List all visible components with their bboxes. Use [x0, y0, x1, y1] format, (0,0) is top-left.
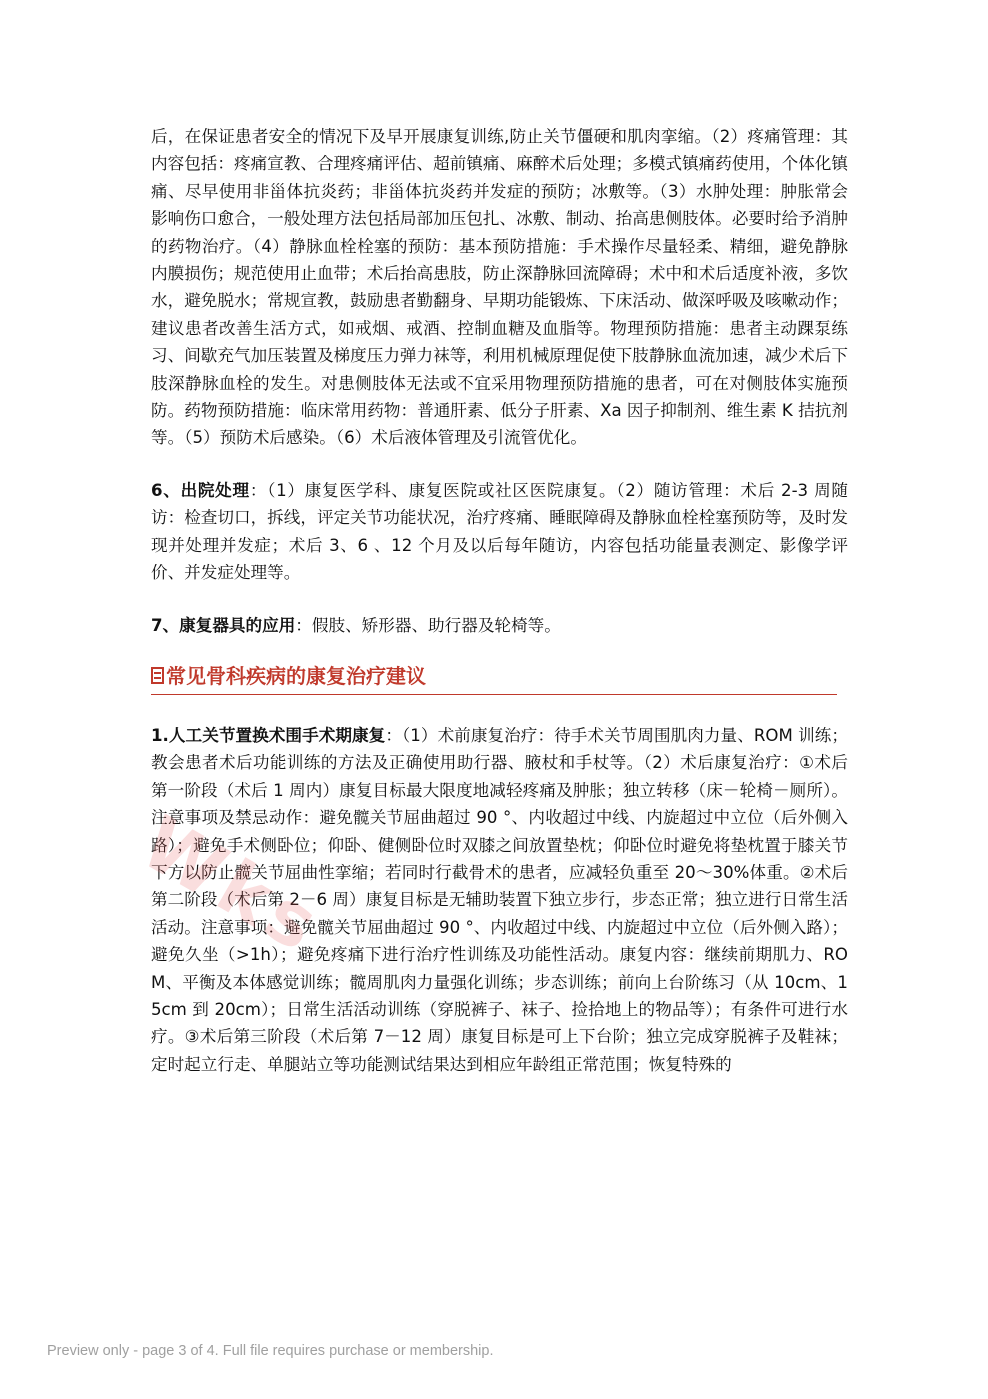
document-icon	[151, 667, 164, 684]
watermark: Wks	[127, 800, 338, 971]
item-joint-replacement-text: ：（1）术前康复治疗：待手术关节周围肌肉力量、ROM 训练；教会患者术后功能训练的方法及正确使用助行器、腋杖和手杖等。（2）术后康复治疗：①术后第一阶段（术后 1 周内）康复目标最大限度地减轻疼痛及肿胀；独立转移（床－轮椅－厕所）。注意事项及禁忌动作：避免髋关节屈曲超过 90 °、内收超过中线、内旋超过中立位（后外侧入路）；避免手术侧卧位；仰卧、健侧卧位时双膝之间放置垫枕；仰卧位时避免将垫枕置于膝关节下方以防止髋关节屈曲性挛缩；若同时行截骨术的患者，应减轻负重至 20～30%体重。②术后第二阶段（术后第 2－6 周）康复目标是无辅助装置下独立步行，步态正常；独立进行日常生活活动。注意事项：避免髋关节屈曲超过 90 °、内收超过中线、内旋超过中立位（后外侧入路）；避免久坐（>1h）；避免疼痛下进行治疗性训练及功能性活动。康复内容：继续前期肌力、ROM、平衡及本体感觉训练；髋周肌肉力量强化训练；步态训练；前向上台阶练习（从 10cm、15cm 到 20cm）；日常生活活动训练（穿脱裤子、袜子、捡拾地上的物品等）；有条件可进行水疗。③术后第三阶段（术后第 7－12 周）康复目标是可上下台阶；独立完成穿脱裤子及鞋袜；定时起立行走、单腿站立等功能测试结果达到相应年龄组正常范围；恢复特殊的	[151, 725, 848, 1074]
document-content	[151, 123, 848, 1078]
item-rehab-devices	[151, 612, 848, 639]
spacer	[151, 695, 848, 722]
item-joint-replacement-heading: 1.人工关节置换术围手术期康复	[151, 725, 386, 745]
item-discharge-heading: 6、出院处理	[151, 480, 250, 500]
item-joint-replacement	[151, 722, 848, 1078]
item-discharge-text: ：（1）康复医学科、康复医院或社区医院康复。（2）随访管理：术后 2-3 周随访：检查切口，拆线，评定关节功能状况，治疗疼痛、睡眠障碍及静脉血栓栓塞预防等，及时发现并处理并发症；术后 3、6 、12 个月及以后每年随访，内容包括功能量表测定、影像学评价、并发症处理等。	[151, 480, 849, 583]
spacer	[151, 452, 848, 477]
paragraph-continuation: 后，在保证患者安全的情况下及早开展康复训练,防止关节僵硬和肌肉挛缩。（2）疼痛管理：其内容包括：疼痛宣教、合理疼痛评估、超前镇痛、麻醉术后处理；多模式镇痛药使用，个体化镇痛、尽早使用非甾体抗炎药；非甾体抗炎药并发症的预防；冰敷等。（3）水肿处理：肿胀常会影响伤口愈合，一般处理方法包括局部加压包扎、冰敷、制动、抬高患侧肢体。必要时给予消肿的药物治疗。（4）静脉血栓栓塞的预防：基本预防措施：手术操作尽量轻柔、精细，避免静脉内膜损伤；规范使用止血带；术后抬高患肢，防止深静脉回流障碍；术中和术后适度补液，多饮水，避免脱水；常规宣教，鼓励患者勤翻身、早期功能锻炼、下床活动、做深呼吸及咳嗽动作；建议患者改善生活方式，如戒烟、戒酒、控制血糖及血脂等。物理预防措施：患者主动踝泵练习、间歇充气加压装置及梯度压力弹力袜等，利用机械原理促使下肢静脉血流加速，减少术后下肢深静脉血栓的发生。对患侧肢体无法或不宜采用物理预防措施的患者，可在对侧肢体实施预防。药物预防措施：临床常用药物：普通肝素、低分子肝素、Xa 因子抑制剂、维生素 K 拮抗剂等。（5）预防术后感染。（6）术后液体管理及引流管优化。	[151, 127, 848, 448]
item-rehab-devices-text: ：假肢、矫形器、助行器及轮椅等。	[295, 615, 561, 635]
section-heading	[151, 661, 837, 695]
preview-footer: Preview only - page 3 of 4. Full file requires purchase or membership.	[47, 1343, 494, 1359]
item-rehab-devices-heading: 7、康复器具的应用	[151, 615, 296, 635]
spacer	[151, 639, 848, 661]
section-heading-text: 常见骨科疾病的康复治疗建议	[166, 663, 426, 688]
item-discharge	[151, 477, 848, 587]
spacer	[151, 587, 848, 612]
